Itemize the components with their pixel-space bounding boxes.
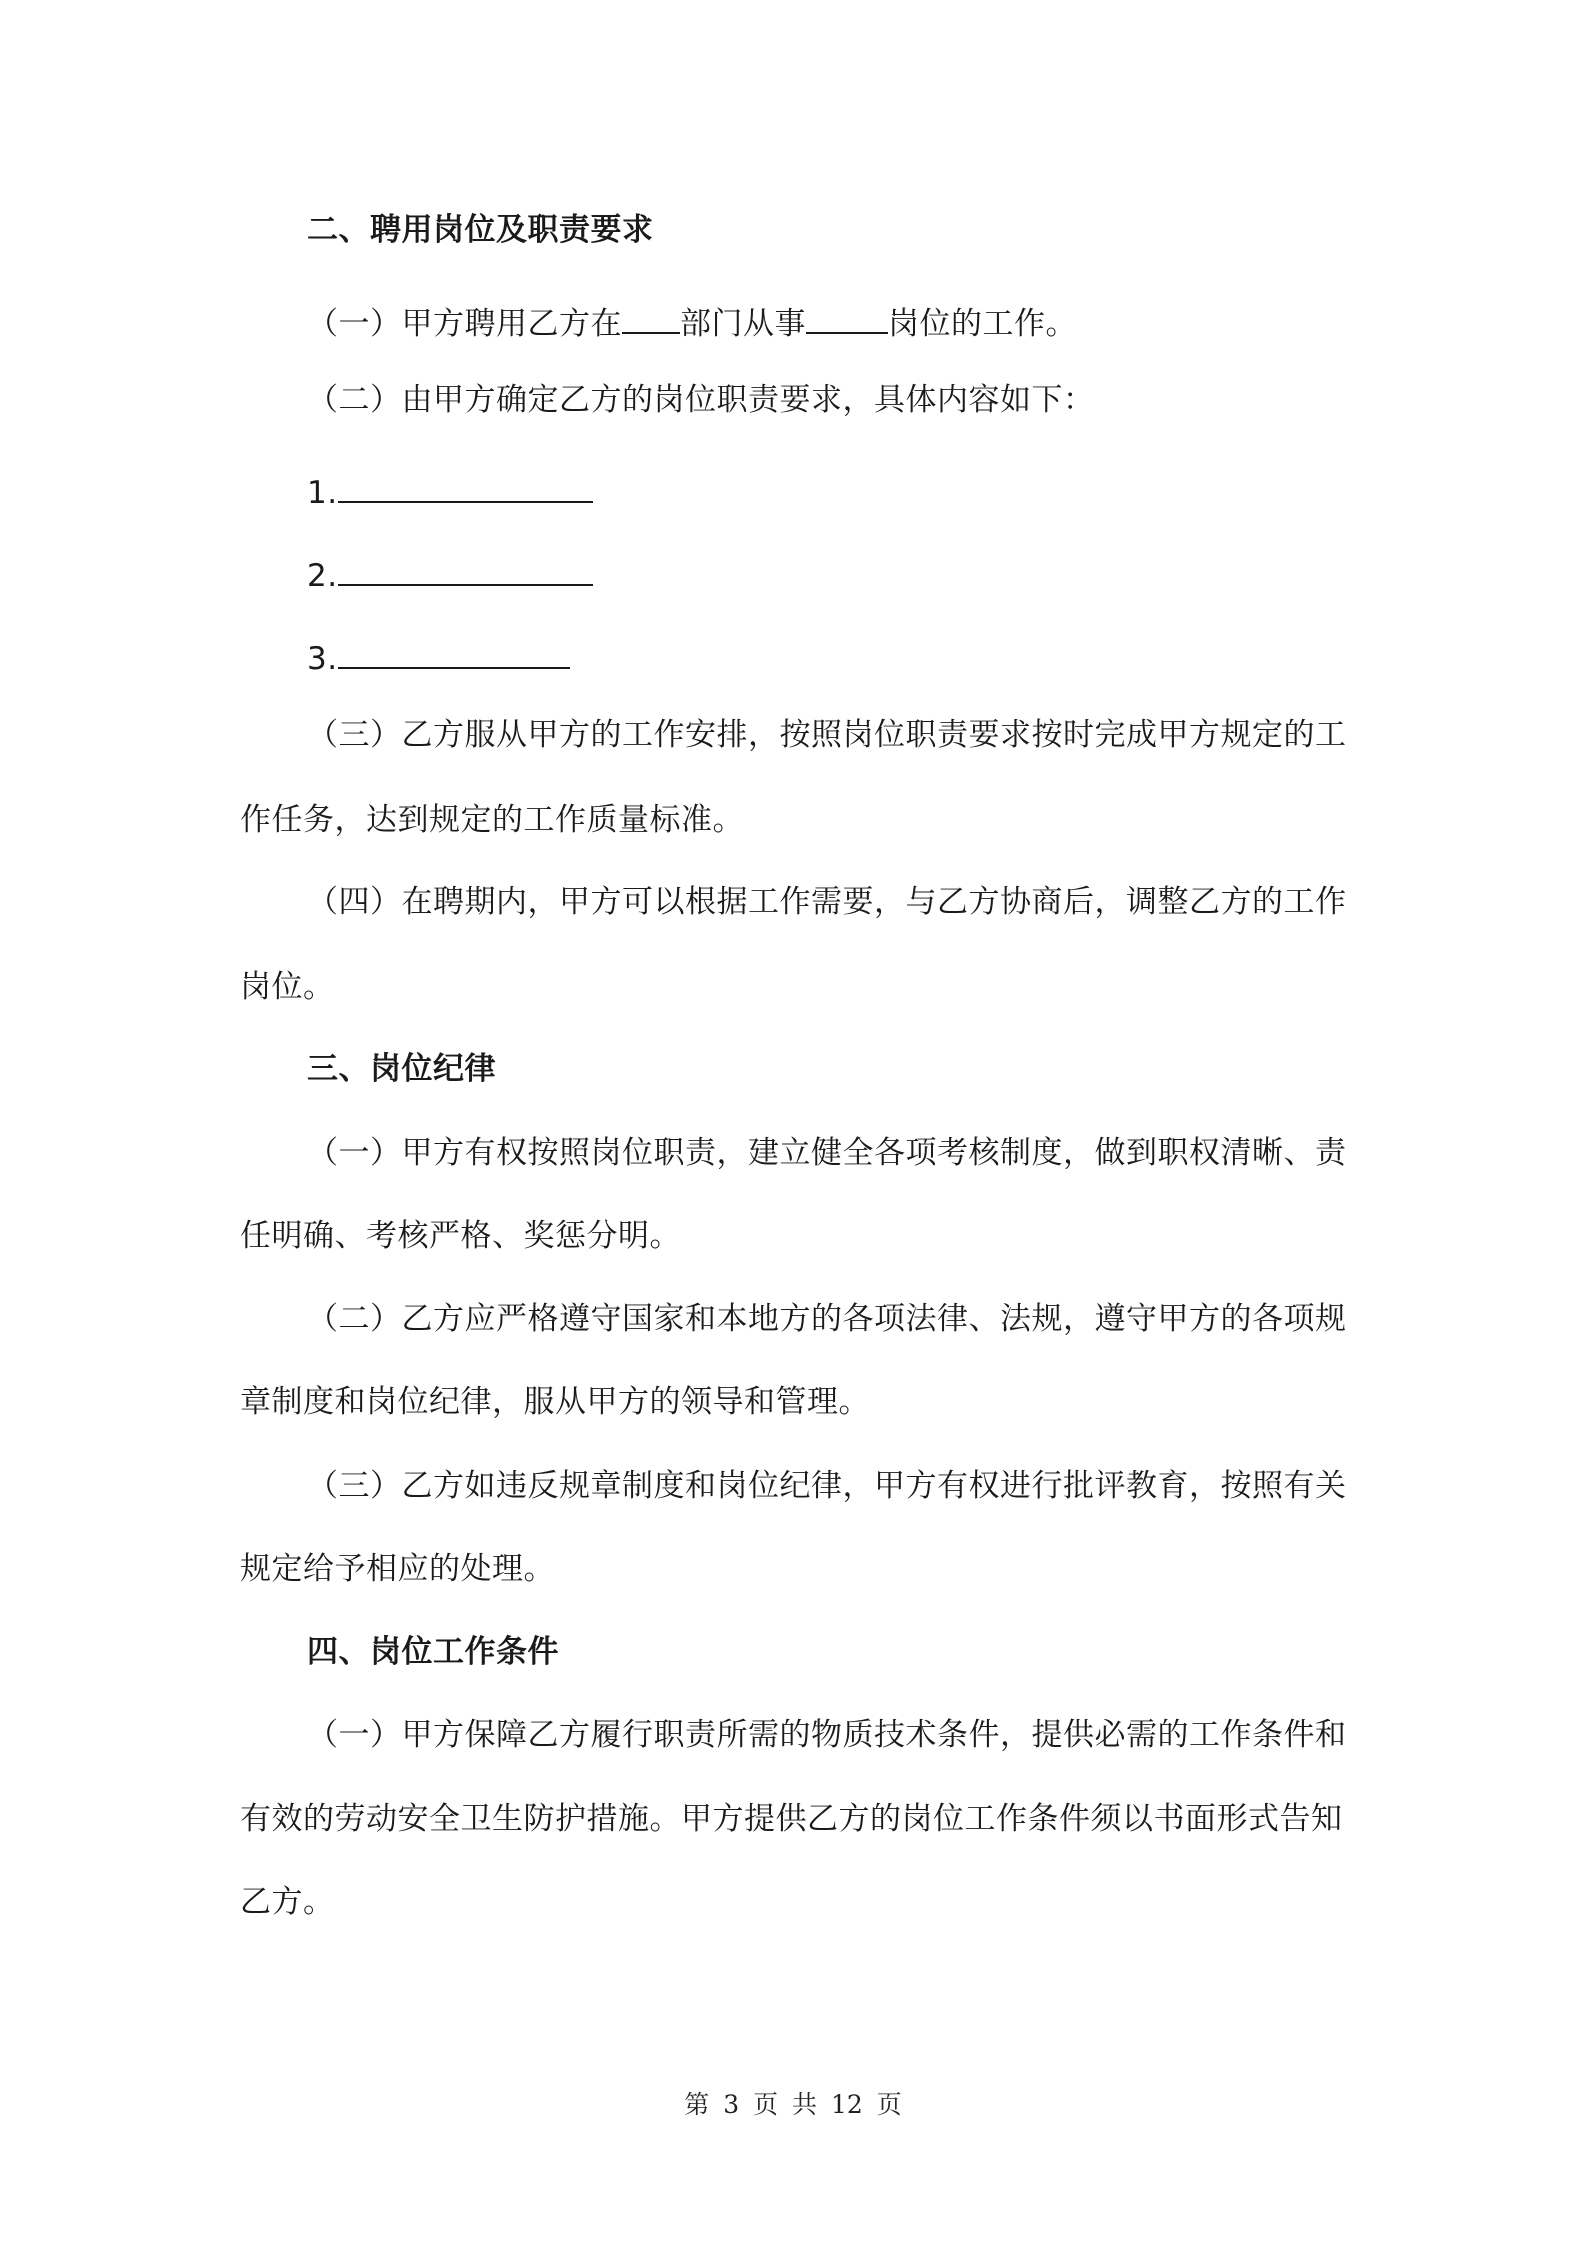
section-2-item-2: （二）由甲方确定乙方的岗位职责要求，具体内容如下： — [307, 382, 1095, 418]
section-3-item-1-line-2: 任明确、考核严格、奖惩分明。 — [240, 1218, 681, 1254]
list-number: 1. — [307, 475, 338, 511]
section-2-item-4-line-2: 岗位。 — [240, 969, 335, 1005]
section-3-item-1-line-1: （一）甲方有权按照岗位职责，建立健全各项考核制度，做到职权清晰、责 — [307, 1135, 1347, 1171]
section-4-heading: 四、岗位工作条件 — [307, 1634, 559, 1670]
duty-list-item-3 — [307, 633, 1427, 679]
section-3-heading: 三、岗位纪律 — [307, 1051, 496, 1087]
department-blank[interactable] — [622, 298, 680, 334]
section-3-item-2-line-1: （二）乙方应严格遵守国家和本地方的各项法律、法规，遵守甲方的各项规 — [307, 1301, 1347, 1337]
duty-list-item-2 — [307, 550, 1427, 596]
section-3-item-2-line-2: 章制度和岗位纪律，服从甲方的领导和管理。 — [240, 1384, 870, 1420]
page-footer: 第 3 页 共 12 页 — [684, 2090, 902, 2119]
section-4-item-1-line-3: 乙方。 — [240, 1884, 335, 1920]
duty-list-item-1 — [307, 467, 1427, 513]
section-2-item-3-line-2: 作任务，达到规定的工作质量标准。 — [240, 802, 744, 838]
duty-blank-1[interactable] — [338, 467, 593, 503]
section-3-item-3-line-1: （三）乙方如违反规章制度和岗位纪律，甲方有权进行批评教育，按照有关 — [307, 1468, 1347, 1504]
list-number: 2. — [307, 558, 338, 594]
section-2-item-1 — [307, 298, 1427, 344]
item-1-suffix: 岗位的工作。 — [888, 306, 1077, 342]
list-number: 3. — [307, 641, 338, 677]
duty-blank-3[interactable] — [338, 633, 570, 669]
item-1-prefix: （一）甲方聘用乙方在 — [307, 306, 622, 342]
position-blank[interactable] — [806, 298, 888, 334]
section-2-item-4-line-1: （四）在聘期内，甲方可以根据工作需要，与乙方协商后，调整乙方的工作 — [307, 884, 1347, 920]
duty-blank-2[interactable] — [338, 550, 593, 586]
section-4-item-1-line-2: 有效的劳动安全卫生防护措施。甲方提供乙方的岗位工作条件须以书面形式告知 — [240, 1801, 1343, 1837]
section-2-item-3-line-1: （三）乙方服从甲方的工作安排，按照岗位职责要求按时完成甲方规定的工 — [307, 717, 1347, 753]
section-3-item-3-line-2: 规定给予相应的处理。 — [240, 1551, 555, 1587]
item-1-mid: 部门从事 — [680, 306, 806, 342]
section-2-heading: 二、聘用岗位及职责要求 — [307, 212, 654, 248]
section-4-item-1-line-1: （一）甲方保障乙方履行职责所需的物质技术条件，提供必需的工作条件和 — [307, 1717, 1347, 1753]
